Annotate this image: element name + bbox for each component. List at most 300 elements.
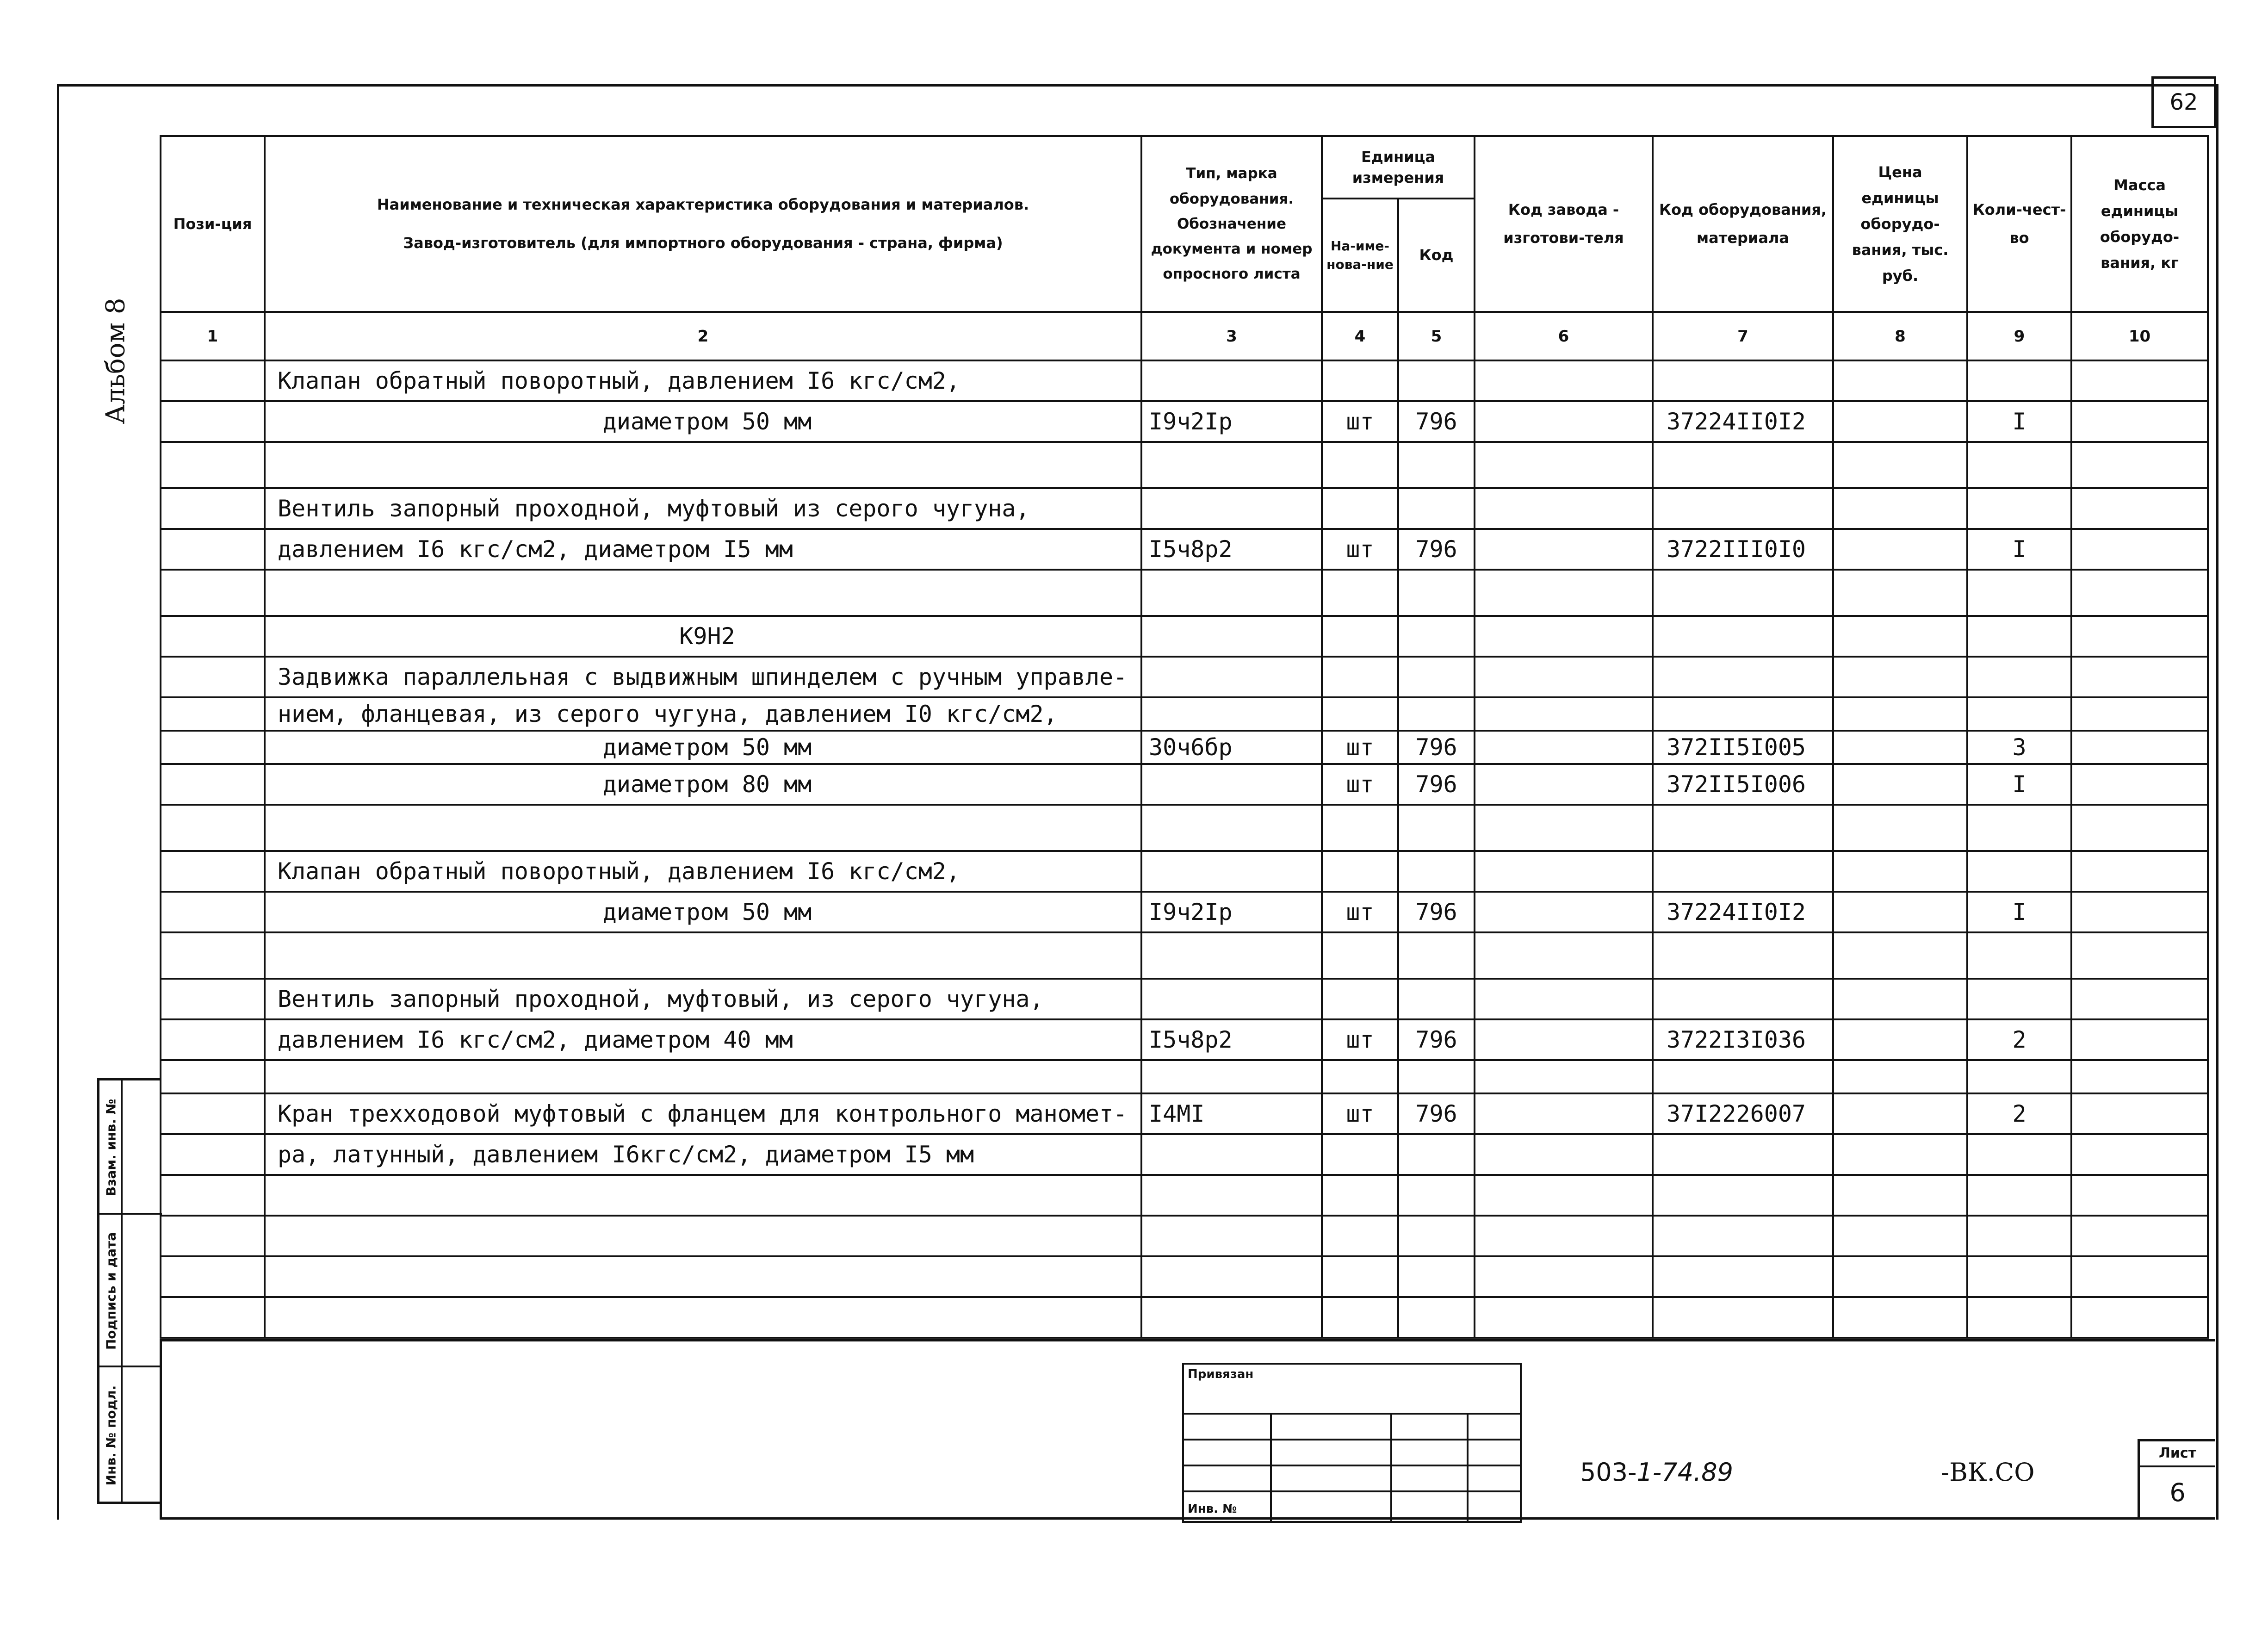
cell-mass [2071, 1175, 2208, 1216]
cell-type [1141, 570, 1322, 616]
cell-unit-name [1322, 616, 1398, 657]
cell-position [161, 1134, 265, 1175]
cell-plant-code [1475, 442, 1653, 488]
cell-price [1833, 1019, 1967, 1060]
cell-name: давлением I6 кгс/см2, диаметром I5 мм [265, 529, 1141, 570]
cell-equip-code [1653, 616, 1833, 657]
cell-qty: I [1967, 401, 2071, 442]
cell-unit-name [1322, 851, 1398, 892]
cell-unit-name [1322, 360, 1398, 401]
cell-unit-code [1398, 851, 1475, 892]
cell-unit-name [1322, 488, 1398, 529]
cell-position [161, 932, 265, 979]
cell-qty [1967, 932, 2071, 979]
cell-price [1833, 1175, 1967, 1216]
cell-unit-code [1398, 1297, 1475, 1338]
cell-unit-code [1398, 570, 1475, 616]
cell-mass [2071, 1216, 2208, 1256]
cell-mass [2071, 805, 2208, 851]
cell-position [161, 697, 265, 731]
cell-name: диаметром 50 мм [265, 401, 1141, 442]
cell-mass [2071, 1134, 2208, 1175]
cell-plant-code [1475, 570, 1653, 616]
cell-equip-code [1653, 805, 1833, 851]
cell-type [1141, 1060, 1322, 1093]
cell-position [161, 892, 265, 932]
cell-equip-code [1653, 932, 1833, 979]
cell-plant-code [1475, 805, 1653, 851]
cell-plant-code [1475, 1216, 1653, 1256]
cell-qty: 2 [1967, 1019, 2071, 1060]
table-row [161, 979, 2208, 1019]
cell-position [161, 657, 265, 697]
cell-price [1833, 764, 1967, 805]
table-row [161, 1256, 2208, 1297]
side-stamp-label-column [99, 1080, 123, 1502]
cell-equip-code: 37224II0I2 [1653, 401, 1833, 442]
cell-qty [1967, 616, 2071, 657]
cell-mass [2071, 529, 2208, 570]
cell-equip-code [1653, 1216, 1833, 1256]
stamp-title: Привязан [1183, 1364, 1521, 1414]
column-number: 7 [1653, 312, 1833, 360]
side-stamp-cell [123, 1080, 162, 1215]
cell-unit-name [1322, 1256, 1398, 1297]
header-position: Пози-ция [161, 136, 265, 312]
cell-price [1833, 616, 1967, 657]
cell-unit-code [1398, 1060, 1475, 1093]
cell-equip-code: 372II5I005 [1653, 731, 1833, 764]
cell-price [1833, 657, 1967, 697]
table-row [161, 1060, 2208, 1093]
header-name-line2: Завод-изготовитель (для импортного оборудования - страна, фирма) [403, 234, 1003, 252]
cell-qty [1967, 979, 2071, 1019]
cell-qty [1967, 697, 2071, 731]
cell-mass [2071, 892, 2208, 932]
cell-equip-code [1653, 442, 1833, 488]
cell-mass [2071, 1297, 2208, 1338]
cell-price [1833, 529, 1967, 570]
cell-mass [2071, 731, 2208, 764]
stamp-inv-label: Инв. № [1183, 1491, 1271, 1522]
cell-type [1141, 805, 1322, 851]
cell-price [1833, 360, 1967, 401]
cell-unit-code [1398, 360, 1475, 401]
cell-type [1141, 657, 1322, 697]
cell-mass [2071, 488, 2208, 529]
cell-equip-code [1653, 488, 1833, 529]
cell-qty: 2 [1967, 1093, 2071, 1134]
sheet-page-number: 6 [2169, 1478, 2186, 1507]
header-plant-code: Код завода - изготови-теля [1475, 136, 1653, 312]
cell-qty [1967, 1175, 2071, 1216]
cell-name: Клапан обратный поворотный, давлением I6 кгс/см2, [265, 851, 1141, 892]
cell-plant-code [1475, 851, 1653, 892]
cell-position [161, 731, 265, 764]
cell-unit-name: шт [1322, 892, 1398, 932]
cell-type [1141, 488, 1322, 529]
cell-qty: I [1967, 529, 2071, 570]
stamp-row [1183, 1414, 1521, 1440]
cell-plant-code [1475, 764, 1653, 805]
cell-position [161, 616, 265, 657]
side-stamp-cell [99, 1367, 123, 1504]
cell-plant-code [1475, 401, 1653, 442]
cell-price [1833, 401, 1967, 442]
cell-price [1833, 1256, 1967, 1297]
cell-type: I4МI [1141, 1093, 1322, 1134]
cell-price [1833, 1134, 1967, 1175]
header-type: Тип, марка оборудования. Обозначение документа и номер опросного листа [1141, 136, 1322, 312]
column-number: 1 [161, 312, 265, 360]
cell-equip-code [1653, 697, 1833, 731]
cell-qty [1967, 570, 2071, 616]
cell-equip-code [1653, 1060, 1833, 1093]
cell-equip-code: 37I2226007 [1653, 1093, 1833, 1134]
side-stamp-cell [99, 1215, 123, 1367]
cell-type [1141, 1134, 1322, 1175]
column-number: 2 [265, 312, 1141, 360]
cell-type [1141, 851, 1322, 892]
cell-plant-code [1475, 1297, 1653, 1338]
cell-unit-name [1322, 1175, 1398, 1216]
sheet-box [2138, 1439, 2215, 1520]
side-stamp-cell [99, 1080, 123, 1215]
table-row [161, 616, 2208, 657]
cell-unit-code [1398, 442, 1475, 488]
cell-mass [2071, 764, 2208, 805]
cell-qty: I [1967, 892, 2071, 932]
binding-stamp [1182, 1363, 1522, 1523]
cell-equip-code: 3722I3I036 [1653, 1019, 1833, 1060]
cell-qty [1967, 805, 2071, 851]
header-name-line1: Наименование и техническая характеристика оборудования и материалов. [377, 195, 1029, 213]
cell-unit-code [1398, 657, 1475, 697]
cell-equip-code [1653, 1297, 1833, 1338]
cell-price [1833, 1060, 1967, 1093]
cell-unit-name [1322, 932, 1398, 979]
cell-unit-code: 796 [1398, 529, 1475, 570]
cell-name: диаметром 80 мм [265, 764, 1141, 805]
cell-price [1833, 805, 1967, 851]
header-name [265, 136, 1141, 312]
cell-position [161, 529, 265, 570]
cell-type [1141, 932, 1322, 979]
column-number: 9 [1967, 312, 2071, 360]
cell-unit-name [1322, 442, 1398, 488]
table-row [161, 697, 2208, 731]
cell-price [1833, 488, 1967, 529]
cell-unit-code [1398, 1256, 1475, 1297]
cell-type [1141, 1256, 1322, 1297]
table-row [161, 851, 2208, 892]
cell-price [1833, 731, 1967, 764]
cell-unit-name [1322, 805, 1398, 851]
cell-mass [2071, 1019, 2208, 1060]
cell-unit-code [1398, 488, 1475, 529]
cell-price [1833, 979, 1967, 1019]
cell-position [161, 1216, 265, 1256]
table-row [161, 529, 2208, 570]
sheet-label: Лист [2140, 1441, 2215, 1467]
cell-name [265, 805, 1141, 851]
header-unit-code: Код [1398, 199, 1475, 312]
cell-price [1833, 892, 1967, 932]
cell-type [1141, 697, 1322, 731]
cell-name [265, 1297, 1141, 1338]
cell-name: давлением I6 кгс/см2, диаметром 40 мм [265, 1019, 1141, 1060]
document-suffix: -ВК.СО [1941, 1458, 2035, 1487]
cell-name: Клапан обратный поворотный, давлением I6 кгс/см2, [265, 360, 1141, 401]
cell-type [1141, 360, 1322, 401]
table-row [161, 1093, 2208, 1134]
cell-equip-code: 372II5I006 [1653, 764, 1833, 805]
cell-unit-name: шт [1322, 529, 1398, 570]
side-stamp-vzam-inv: Взам. инв. № [103, 1099, 119, 1197]
cell-position [161, 1175, 265, 1216]
cell-mass [2071, 401, 2208, 442]
cell-qty: 3 [1967, 731, 2071, 764]
stamp-row [1183, 1440, 1521, 1465]
table-row [161, 360, 2208, 401]
cell-position [161, 1019, 265, 1060]
cell-name [265, 570, 1141, 616]
cell-unit-code [1398, 697, 1475, 731]
cell-unit-code: 796 [1398, 764, 1475, 805]
cell-unit-name: шт [1322, 731, 1398, 764]
cell-price [1833, 570, 1967, 616]
cell-unit-name [1322, 1297, 1398, 1338]
cell-mass [2071, 851, 2208, 892]
cell-plant-code [1475, 360, 1653, 401]
cell-unit-code [1398, 616, 1475, 657]
cell-name: Кран трехходовой муфтовый с фланцем для контрольного маномет- [265, 1093, 1141, 1134]
cell-plant-code [1475, 979, 1653, 1019]
spec-table [160, 135, 2209, 1339]
cell-equip-code [1653, 1134, 1833, 1175]
cell-unit-code: 796 [1398, 731, 1475, 764]
table-row [161, 731, 2208, 764]
cell-type [1141, 442, 1322, 488]
album-label: Альбом 8 [100, 298, 131, 424]
cell-unit-name [1322, 1134, 1398, 1175]
cell-type: I5ч8р2 [1141, 1019, 1322, 1060]
cell-qty [1967, 1134, 2071, 1175]
cell-qty [1967, 1060, 2071, 1093]
header-unit-group: Единица измерения [1322, 136, 1475, 199]
document-code-prefix: 503- [1580, 1458, 1637, 1487]
table-row [161, 1175, 2208, 1216]
cell-plant-code [1475, 1019, 1653, 1060]
cell-mass [2071, 360, 2208, 401]
cell-qty [1967, 1256, 2071, 1297]
cell-qty [1967, 442, 2071, 488]
cell-price [1833, 1216, 1967, 1256]
cell-plant-code [1475, 697, 1653, 731]
cell-name: нием, фланцевая, из серого чугуна, давлением I0 кгс/см2, [265, 697, 1141, 731]
cell-equip-code [1653, 657, 1833, 697]
cell-unit-code [1398, 979, 1475, 1019]
cell-unit-code [1398, 1216, 1475, 1256]
stamp-row [1183, 1465, 1521, 1491]
table-row [161, 401, 2208, 442]
cell-unit-name [1322, 979, 1398, 1019]
cell-equip-code [1653, 360, 1833, 401]
cell-position [161, 851, 265, 892]
table-row [161, 657, 2208, 697]
header-qty: Коли-чест-во [1967, 136, 2071, 312]
cell-unit-name: шт [1322, 1019, 1398, 1060]
table-row [161, 764, 2208, 805]
cell-mass [2071, 979, 2208, 1019]
cell-qty: I [1967, 764, 2071, 805]
cell-unit-name [1322, 570, 1398, 616]
cell-name: Задвижка параллельная с выдвижным шпинделем с ручным управле- [265, 657, 1141, 697]
table-row [161, 805, 2208, 851]
cell-position [161, 442, 265, 488]
cell-type [1141, 1297, 1322, 1338]
cell-type: 30ч6бр [1141, 731, 1322, 764]
side-stamp-value-column [123, 1080, 162, 1502]
cell-equip-code [1653, 1256, 1833, 1297]
column-number: 4 [1322, 312, 1398, 360]
column-number: 3 [1141, 312, 1322, 360]
table-row [161, 1297, 2208, 1338]
cell-plant-code [1475, 657, 1653, 697]
cell-qty [1967, 360, 2071, 401]
cell-unit-code [1398, 1175, 1475, 1216]
cell-mass [2071, 570, 2208, 616]
cell-mass [2071, 657, 2208, 697]
cell-mass [2071, 932, 2208, 979]
table-row [161, 1216, 2208, 1256]
cell-equip-code [1653, 851, 1833, 892]
header-price: Цена единицы оборудо-вания, тыс. руб. [1833, 136, 1967, 312]
cell-name [265, 1060, 1141, 1093]
side-stamp-inv-podl: Инв. № подл. [103, 1385, 119, 1486]
cell-unit-code: 796 [1398, 401, 1475, 442]
cell-unit-code: 796 [1398, 892, 1475, 932]
column-number: 10 [2071, 312, 2208, 360]
cell-type: I9ч2Iр [1141, 892, 1322, 932]
cell-position [161, 1093, 265, 1134]
cell-price [1833, 1093, 1967, 1134]
cell-type [1141, 1175, 1322, 1216]
cell-qty [1967, 851, 2071, 892]
cell-plant-code [1475, 1060, 1653, 1093]
cell-position [161, 360, 265, 401]
cell-plant-code [1475, 488, 1653, 529]
table-row [161, 1019, 2208, 1060]
cell-type: I9ч2Iр [1141, 401, 1322, 442]
cell-equip-code: 3722III0I0 [1653, 529, 1833, 570]
side-stamp-sign-date: Подпись и дата [103, 1232, 119, 1350]
cell-price [1833, 932, 1967, 979]
cell-name: Вентиль запорный проходной, муфтовый, из серого чугуна, [265, 979, 1141, 1019]
cell-qty [1967, 488, 2071, 529]
cell-position [161, 1297, 265, 1338]
cell-unit-name [1322, 1060, 1398, 1093]
cell-position [161, 764, 265, 805]
table-row [161, 892, 2208, 932]
cell-equip-code: 37224II0I2 [1653, 892, 1833, 932]
cell-name: ра, латунный, давлением I6кгс/см2, диаметром I5 мм [265, 1134, 1141, 1175]
column-number-row [161, 312, 2208, 360]
cell-plant-code [1475, 1134, 1653, 1175]
table-row [161, 570, 2208, 616]
cell-type [1141, 979, 1322, 1019]
cell-mass [2071, 442, 2208, 488]
cell-plant-code [1475, 892, 1653, 932]
cell-position [161, 805, 265, 851]
cell-price [1833, 697, 1967, 731]
cell-price [1833, 851, 1967, 892]
document-code-handwritten: 1-74.89 [1636, 1458, 1733, 1487]
cell-unit-code [1398, 805, 1475, 851]
cell-name: диаметром 50 мм [265, 892, 1141, 932]
table-row [161, 442, 2208, 488]
cell-plant-code [1475, 616, 1653, 657]
table-row [161, 1134, 2208, 1175]
cell-mass [2071, 1256, 2208, 1297]
cell-type [1141, 1216, 1322, 1256]
cell-qty [1967, 657, 2071, 697]
cell-unit-name: шт [1322, 764, 1398, 805]
cell-plant-code [1475, 932, 1653, 979]
cell-plant-code [1475, 1175, 1653, 1216]
cell-unit-name: шт [1322, 401, 1398, 442]
cell-name [265, 932, 1141, 979]
document-code [1580, 1458, 1733, 1487]
cell-mass [2071, 616, 2208, 657]
cell-unit-name [1322, 657, 1398, 697]
cell-position [161, 979, 265, 1019]
cell-type [1141, 616, 1322, 657]
header-equip-code: Код оборудования, материала [1653, 136, 1833, 312]
cell-name [265, 1216, 1141, 1256]
cell-name: К9Н2 [265, 616, 1141, 657]
cell-unit-code: 796 [1398, 1093, 1475, 1134]
cell-name: Вентиль запорный проходной, муфтовый из серого чугуна, [265, 488, 1141, 529]
cell-name [265, 442, 1141, 488]
cell-price [1833, 442, 1967, 488]
cell-plant-code [1475, 1256, 1653, 1297]
side-stamp-cell [123, 1215, 162, 1367]
cell-type: I5ч8р2 [1141, 529, 1322, 570]
cell-mass [2071, 1093, 2208, 1134]
column-number: 6 [1475, 312, 1653, 360]
cell-name [265, 1175, 1141, 1216]
cell-plant-code [1475, 529, 1653, 570]
cell-plant-code [1475, 1093, 1653, 1134]
cell-qty [1967, 1216, 2071, 1256]
cell-unit-name [1322, 697, 1398, 731]
cell-position [161, 570, 265, 616]
cell-position [161, 488, 265, 529]
cell-unit-name: шт [1322, 1093, 1398, 1134]
table-row [161, 488, 2208, 529]
cell-qty [1967, 1297, 2071, 1338]
cell-type [1141, 764, 1322, 805]
cell-equip-code [1653, 979, 1833, 1019]
header-mass: Масса единицы оборудо-вания, кг [2071, 136, 2208, 312]
cell-mass [2071, 1060, 2208, 1093]
cell-name: диаметром 50 мм [265, 731, 1141, 764]
cell-unit-code: 796 [1398, 1019, 1475, 1060]
cell-position [161, 401, 265, 442]
side-approval-stamp [97, 1078, 160, 1504]
column-number: 5 [1398, 312, 1475, 360]
